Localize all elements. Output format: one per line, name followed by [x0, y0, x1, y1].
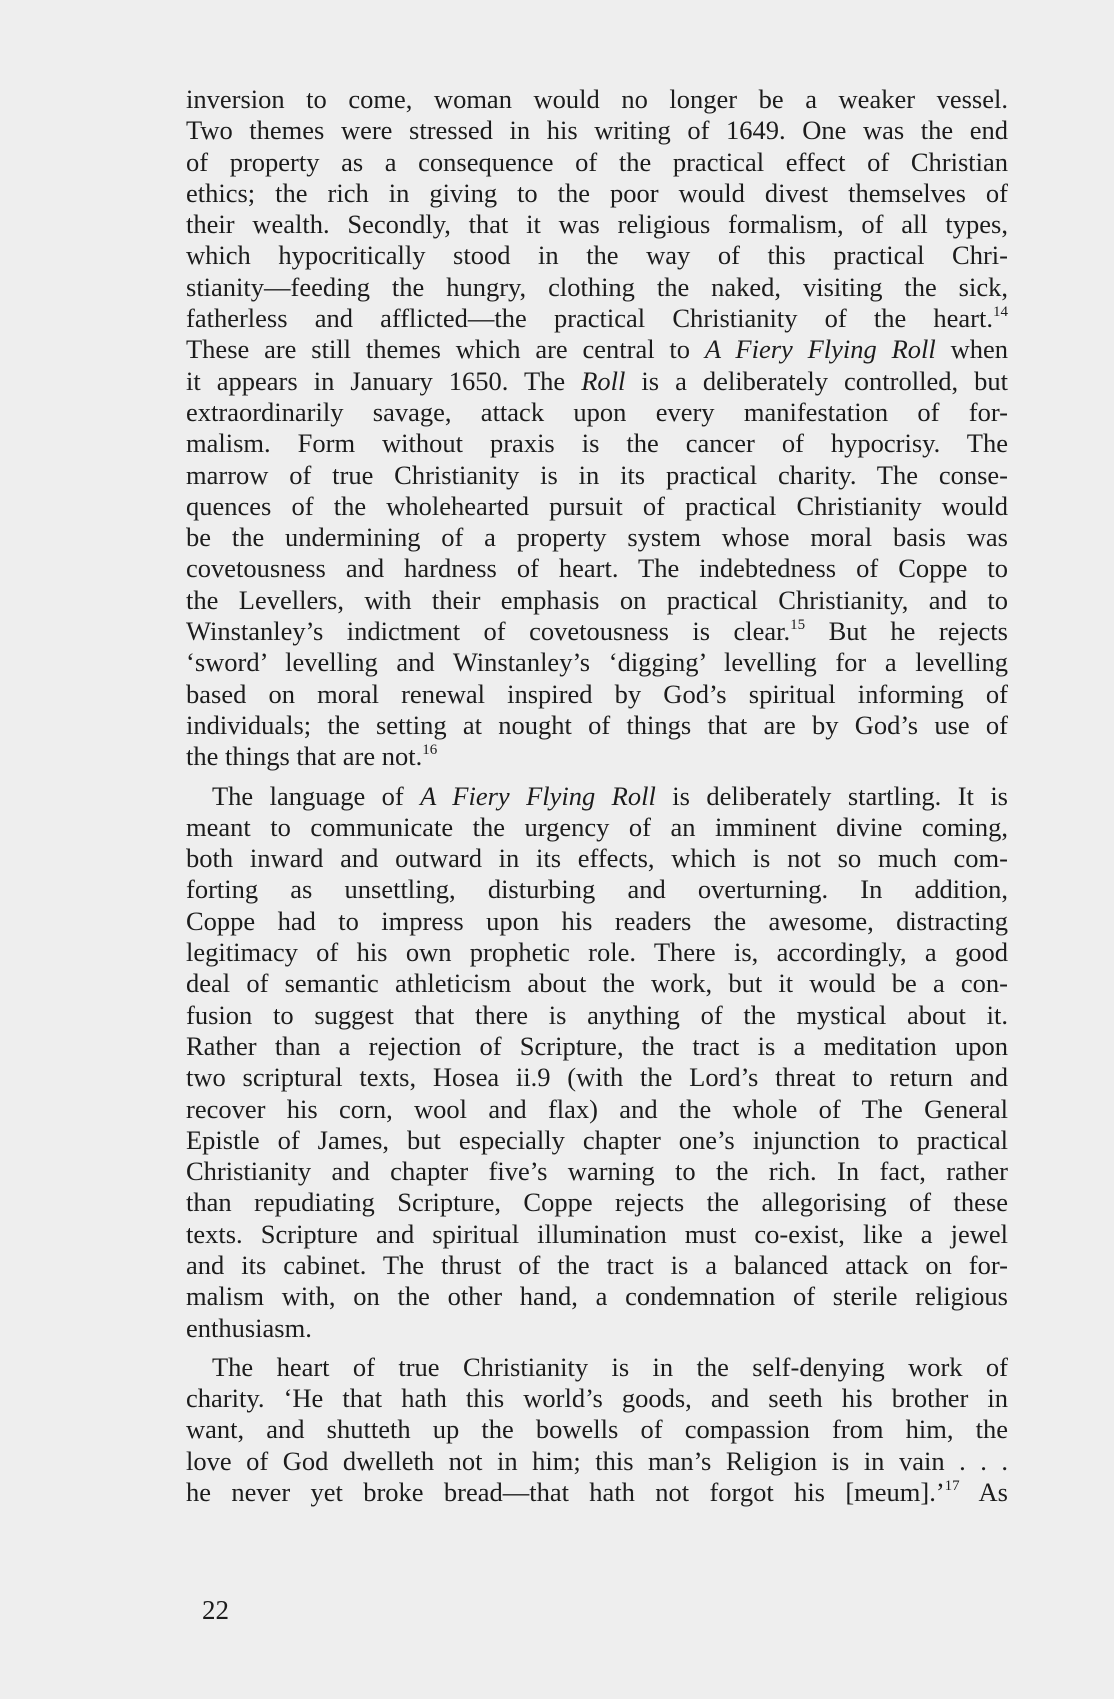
- text-run: he never yet broke bread—that hath not forgot his [meum].’: [186, 1477, 945, 1508]
- text-line: [186, 616, 1008, 647]
- text-run: stianity—feeding the hungry, clothing the naked, visiting the sick,: [186, 271, 1008, 302]
- text-run: The heart of true Christianity is in the self-denying work of: [212, 1351, 1008, 1382]
- text-line: [186, 968, 1008, 999]
- text-run: both inward and outward in its effects, which is not so much com-: [186, 843, 1008, 874]
- text-run: malism. Form without praxis is the cancer of hypocrisy. The: [186, 428, 1008, 459]
- text-line: [186, 1000, 1008, 1031]
- text-run: their wealth. Secondly, that it was religious formalism, of all types,: [186, 209, 1008, 240]
- text-run: which hypocritically stood in the way of this practical Chri-: [186, 240, 1008, 271]
- text-line: [186, 647, 1008, 678]
- text-line: [186, 812, 1008, 843]
- text-run: texts. Scripture and spiritual illumination must co-exist, like a jewel: [186, 1218, 1008, 1249]
- text-run: meant to communicate the urgency of an imminent divine coming,: [186, 811, 1008, 842]
- body-text: [186, 84, 1008, 1508]
- paragraph: [186, 1352, 1008, 1508]
- text-run: inversion to come, woman would no longer be a weaker vessel.: [186, 84, 1008, 114]
- paragraph-gap: [186, 773, 1008, 781]
- text-run: extraordinarily savage, attack upon every manifestation of for-: [186, 396, 1008, 427]
- footnote-marker: 17: [944, 1478, 960, 1495]
- text-run: Two themes were stressed in his writing of 1649. One was the end: [186, 115, 1008, 146]
- footnote-marker: 14: [993, 304, 1008, 321]
- text-run: These are still themes which are central to: [186, 334, 705, 365]
- text-line: [186, 1281, 1008, 1312]
- text-line: [186, 1219, 1008, 1250]
- text-line: [186, 874, 1008, 905]
- italic-title: A Fiery Flying Roll: [704, 334, 936, 365]
- text-run: want, and shutteth up the bowells of compassion from him, the: [186, 1414, 1008, 1445]
- text-run: fatherless and afflicted—the practical Christianity of the heart.: [186, 303, 993, 334]
- text-run: charity. ‘He that hath this world’s goods, and seeth his brother in: [186, 1383, 1008, 1414]
- text-run: malism with, on the other hand, a condemnation of sterile religious: [186, 1281, 1008, 1312]
- text-line: [186, 1477, 1008, 1508]
- text-line: [186, 1094, 1008, 1125]
- page-number: 22: [202, 1595, 229, 1625]
- text-run: covetousness and hardness of heart. The indebtedness of Coppe to: [186, 553, 1008, 584]
- text-line: [186, 1062, 1008, 1093]
- text-line: [186, 303, 1008, 334]
- text-run: deal of semantic athleticism about the work, but it would be a con-: [186, 968, 1008, 999]
- text-run: is deliberately startling. It is: [655, 780, 1008, 811]
- text-line: [186, 1156, 1008, 1187]
- text-run: two scriptural texts, Hosea ii.9 (with the Lord’s threat to return and: [186, 1062, 1008, 1093]
- text-line: [186, 334, 1008, 365]
- text-run: than repudiating Scripture, Coppe rejects the allegorising of these: [186, 1187, 1008, 1218]
- text-run: is a deliberately controlled, but: [625, 365, 1008, 396]
- text-run: individuals; the setting at nought of things that are by God’s use of: [186, 709, 1008, 740]
- text-run: and its cabinet. The thrust of the tract is a balanced attack on for-: [186, 1249, 1008, 1280]
- text-line: [186, 1352, 1008, 1383]
- text-line: [186, 209, 1008, 240]
- text-line: [186, 1383, 1008, 1414]
- paragraph-gap: [186, 1344, 1008, 1352]
- paragraph: [186, 84, 1008, 773]
- text-run: be the undermining of a property system whose moral basis was: [186, 522, 1008, 553]
- text-run: As: [959, 1477, 1008, 1508]
- text-line: [186, 1446, 1008, 1477]
- text-line: [186, 366, 1008, 397]
- italic-title: Roll: [581, 365, 626, 396]
- text-line: [186, 781, 1008, 812]
- text-line: [186, 428, 1008, 459]
- text-run: marrow of true Christianity is in its practical charity. The conse-: [186, 459, 1008, 490]
- text-line: [186, 1250, 1008, 1281]
- text-run: The language of: [212, 780, 421, 811]
- text-line: [186, 937, 1008, 968]
- text-line: [186, 178, 1008, 209]
- text-run: But he rejects: [805, 616, 1008, 647]
- text-line: [186, 1125, 1008, 1156]
- text-line: [186, 553, 1008, 584]
- text-run: Rather than a rejection of Scripture, the tract is a meditation upon: [186, 1030, 1008, 1061]
- footnote-marker: 16: [422, 742, 438, 759]
- text-line: [186, 679, 1008, 710]
- paragraph: [186, 781, 1008, 1344]
- text-line: [186, 1313, 1008, 1344]
- text-line: [186, 741, 1008, 772]
- text-line: [186, 460, 1008, 491]
- text-line: [186, 710, 1008, 741]
- text-run: Coppe had to impress upon his readers the awesome, distracting: [186, 905, 1008, 936]
- text-line: [186, 397, 1008, 428]
- text-line: [186, 1031, 1008, 1062]
- text-line: [186, 522, 1008, 553]
- text-run: love of God dwelleth not in him; this man’s Religion is in vain . . .: [186, 1445, 1008, 1476]
- text-run: enthusiasm.: [186, 1312, 312, 1343]
- text-run: quences of the wholehearted pursuit of practical Christianity would: [186, 490, 1008, 521]
- text-run: ethics; the rich in giving to the poor would divest themselves of: [186, 177, 1008, 208]
- text-line: [186, 240, 1008, 271]
- italic-title: A Fiery Flying Roll: [420, 780, 656, 811]
- text-run: of property as a consequence of the practical effect of Christian: [186, 146, 1008, 177]
- text-line: [186, 1414, 1008, 1445]
- text-line: [186, 272, 1008, 303]
- text-run: based on moral renewal inspired by God’s spiritual informing of: [186, 678, 1008, 709]
- text-line: [186, 906, 1008, 937]
- text-run: the things that are not.: [186, 741, 423, 772]
- text-run: legitimacy of his own prophetic role. There is, accordingly, a good: [186, 937, 1008, 968]
- text-line: [186, 147, 1008, 178]
- text-line: [186, 1187, 1008, 1218]
- footnote-marker: 15: [790, 617, 806, 634]
- text-run: Epistle of James, but especially chapter one’s injunction to practical: [186, 1124, 1008, 1155]
- text-run: the Levellers, with their emphasis on practical Christianity, and to: [186, 584, 1008, 615]
- text-run: when: [935, 334, 1008, 365]
- text-run: recover his corn, wool and flax) and the whole of The General: [186, 1093, 1008, 1124]
- text-line: [186, 115, 1008, 146]
- text-line: [186, 843, 1008, 874]
- text-run: ‘sword’ levelling and Winstanley’s ‘digging’ levelling for a levelling: [186, 647, 1008, 678]
- text-line: [186, 491, 1008, 522]
- text-run: fusion to suggest that there is anything of the mystical about it.: [186, 999, 1008, 1030]
- text-run: forting as unsettling, disturbing and overturning. In addition,: [186, 874, 1008, 905]
- text-run: Christianity and chapter five’s warning to the rich. In fact, rather: [186, 1156, 1008, 1187]
- text-run: it appears in January 1650. The: [186, 365, 582, 396]
- text-line: [186, 84, 1008, 115]
- text-line: [186, 585, 1008, 616]
- text-run: Winstanley’s indictment of covetousness is clear.: [186, 616, 791, 647]
